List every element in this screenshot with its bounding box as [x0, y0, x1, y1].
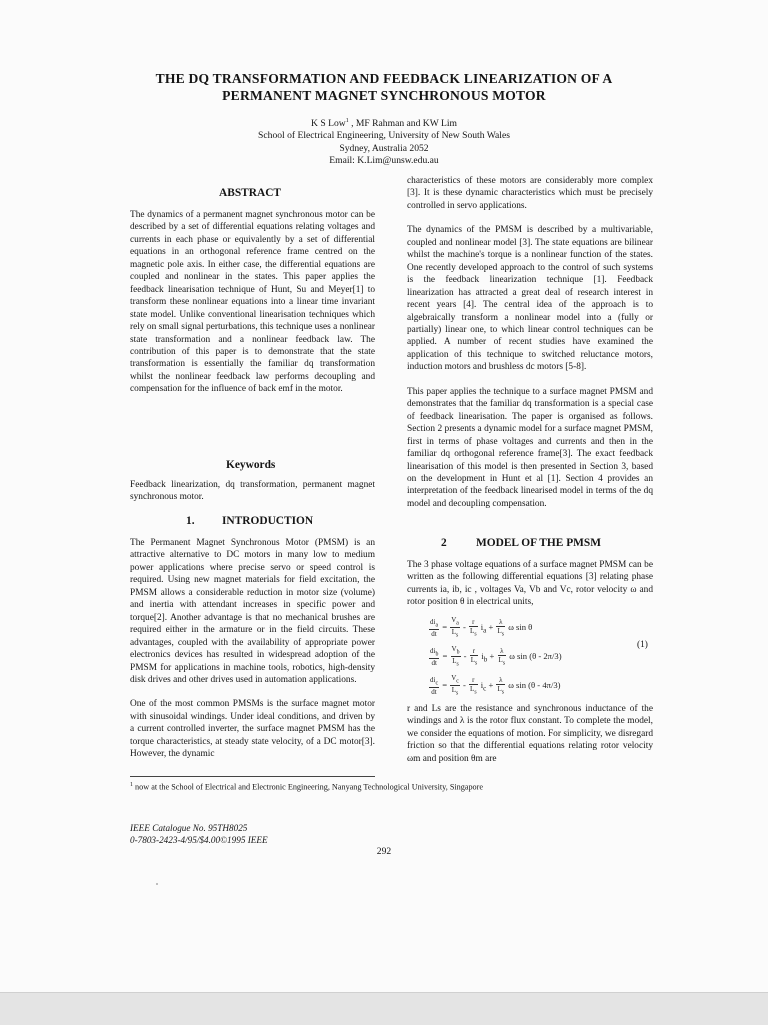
abstract-text: The dynamics of a permanent magnet synchronous motor can be described by a set of differential equations relating voltages and currents in each phase or equivalently by a set of differential equations in an orthogonal reference frame centred on the magnetic pole axis. In either case, the differential equations are coupled and nonlinear in the states. This paper applies the feedback linearisation technique of Hunt, Su and Meyer[1] to transform these nonlinear equations into a linear time invariant state model. Unlike conventional linearisation techniques which rely on small signal perturbations, this technique uses a nonlinear state transformation and a nonlinear feedback law. The contribution of this paper is to demonstrate that the state transformation is essentially the familiar dq transformation whilst the nonlinear feedback law performs decoupling and compensation for the influence of back emf in the motor.: [130, 210, 375, 395]
model-heading: MODEL OF THE PMSM: [476, 537, 601, 549]
viewer-bottom-strip: [0, 992, 768, 1025]
paper-title: [60, 70, 708, 104]
author-footnote-mark: 1: [345, 118, 349, 124]
eq-c-resistance-term: $\frac{r}{L_s}$: [470, 675, 477, 696]
author-city: Sydney, Australia 2052: [339, 142, 429, 154]
equation-b: $\frac{di_b}{dt}$ = $\frac{V_b}{L_s}$ - $\frac{r}{L_s}$ $i_b$ + $\frac{\lambda}{L_s}$ ω sin (θ - 2π/3): [430, 645, 562, 668]
eq-c-voltage-term: $\frac{V_c}{L_s}$: [451, 674, 459, 697]
equation-c: $\frac{di_c}{dt}$ = $\frac{V_c}{L_s}$ - $\frac{r}{L_s}$ $i_c$ + $\frac{\lambda}{L_s}$ ω sin (θ - 4π/3): [430, 674, 561, 697]
intro-paragraph-1: The Permanent Magnet Synchronous Motor (PMSM) is an attractive alternative to DC motors in many low to medium power applications where precise servo or speed control is required. Using new magnet materials for field excitation, the PMSM allows a considerable reduction in motor size (volume) and inertia with attendant increases in specific power and torque[2]. Another advantage is that no mechanical brushes are required either in the armature or in the field circuits. These advantages, coupled with the availability of appropriate power electronics devices has resulted in widespread adoption of the PMSM for applications in machine tools, robotics, high-density disk drives and other drives used in automation applications.: [130, 538, 375, 685]
keywords-text: Feedback linearization, dq transformation, permanent magnet synchronous motor.: [130, 480, 375, 503]
eq-c-derivative: $\frac{di_c}{dt}$: [430, 675, 439, 697]
author-block: [160, 115, 608, 167]
eq-a-resistance-term: $\frac{r}{L_s}$: [470, 617, 477, 638]
eq-b-sin: ω sin (θ - 2π/3): [509, 650, 562, 661]
equation-a: $\frac{di_a}{dt}$ = $\frac{V_a}{L_s}$ - $\frac{r}{L_s}$ $i_a$ + $\frac{\lambda}{L_s}$ ω sin θ: [430, 616, 533, 639]
right-paragraph-3: This paper applies the technique to a surface magnet PMSM and demonstrates that the familiar dq transformation is a special case of feedback linearisation. The paper is organised as follows. Section 2 presents a dynamic model for a surface magnet PMSM, first in terms of phase voltages and currents and then in the familiar dq orthogonal reference frame[3]. The exact feedback linearisation of this model is then presented in Section 3, based on the development in Hunt et al [1]. Section 4 provides an interpretation of the feedback linearised model in terms of the dq model and decoupling compensation.: [407, 386, 653, 509]
eq-a-voltage-term: $\frac{V_a}{L_s}$: [451, 616, 459, 639]
right-paragraph-2: The dynamics of the PMSM is described by a multivariable, coupled and nonlinear model [3]. The state equations are bilinear whilst the machine's torque is a nonlinear function of the states. One recently developed approach to the control of such systems is the feedback linearization technique [1]. Feedback linearization has attracted a great deal of research interest in recent years [4]. The central idea of the approach is to algebraically transform a nonlinear model into a (fully or partially) linear one, to which linear control techniques can be applied. A number of recent studies have examined the application of this technique to switched reluctance motors, induction motors and brushless dc motors [5-8].: [407, 225, 653, 373]
eq-a-flux-term: $\frac{\lambda}{L_s}$: [497, 617, 505, 638]
intro-paragraph-2: One of the most common PMSMs is the surface magnet motor with sinusoidal windings. Under ideal conditions, and driven by a current controlled inverter, the surface magnet PMSM has the torque characteristics, at steady state velocity, of a DC motor[3]. However, the dynamic: [130, 699, 375, 760]
author-names-first: K S Low: [311, 118, 346, 130]
abstract-body: [130, 209, 375, 396]
footnote-rule: [130, 776, 375, 777]
eq-c-flux-term: $\frac{\lambda}{L_s}$: [497, 675, 505, 696]
author-affiliation: School of Electrical Engineering, University of New South Wales: [258, 130, 510, 142]
intro-number: 1.: [186, 515, 195, 527]
intro-heading: INTRODUCTION: [222, 515, 314, 527]
model-paragraph-1: The 3 phase voltage equations of a surface magnet PMSM can be written as the following differential equations [3] relating phase currents ia, ib, ic , voltages Va, Vb and Vc, rotor velocity ω and rotor position θ in electrical units,: [407, 560, 653, 608]
eq-b-voltage-term: $\frac{V_b}{L_s}$: [451, 645, 460, 668]
eq-b-resistance-term: $\frac{r}{L_s}$: [470, 646, 478, 667]
model-paragraph-2: r and Ls are the resistance and synchronous inductance of the windings and λ is the rotor flux constant. To complete the model, we consider the equations of motion. For simplicity, we disregard friction so that the differential equations relating rotor velocity ωm and position θm are: [407, 704, 653, 764]
keywords-heading: Keywords: [226, 459, 276, 471]
author-email: Email: K.Lim@unsw.edu.au: [329, 154, 439, 166]
model-body-2: [407, 703, 653, 765]
right-column-body: [407, 175, 653, 510]
page-number: 292: [376, 846, 392, 857]
eq-a-derivative: $\frac{di_a}{dt}$: [430, 617, 439, 639]
footnote-text: now at the School of Electrical and Electronic Engineering, Nanyang Technological University, Singapore: [133, 782, 484, 792]
footnote: [130, 782, 483, 792]
footnote-mark: 1: [130, 782, 133, 788]
intro-body: [130, 537, 375, 761]
title-line-1: THE DQ TRANSFORMATION AND FEEDBACK LINEARIZATION OF A: [155, 71, 613, 86]
catalogue-isbn: 0-7803-2423-4/95/$4.00©1995 IEEE: [130, 835, 268, 846]
eq-a-sin: ω sin θ: [508, 621, 533, 632]
eq-b-flux-term: $\frac{\lambda}{L_s}$: [498, 646, 506, 667]
author-names-rest: , MF Rahman and KW Lim: [348, 118, 457, 130]
title-line-2: PERMANENT MAGNET SYNCHRONOUS MOTOR: [222, 88, 546, 103]
keywords-body: [130, 479, 375, 504]
eq-b-derivative: $\frac{di_b}{dt}$: [430, 646, 439, 668]
model-number: 2: [441, 537, 447, 549]
catalogue-number: IEEE Catalogue No. 95TH8025: [130, 823, 248, 833]
author-names: [160, 115, 608, 130]
equation-number: (1): [637, 640, 648, 650]
abstract-heading: ABSTRACT: [219, 187, 282, 199]
eq-c-sin: ω sin (θ - 4π/3): [508, 679, 561, 690]
scan-speck: [156, 883, 158, 885]
model-body: [407, 559, 653, 609]
ieee-catalogue: [130, 822, 268, 847]
right-paragraph-1: characteristics of these motors are considerably more complex [3]. It is these dynamic characteristics which must be precisely controlled in servo applications.: [407, 176, 653, 211]
